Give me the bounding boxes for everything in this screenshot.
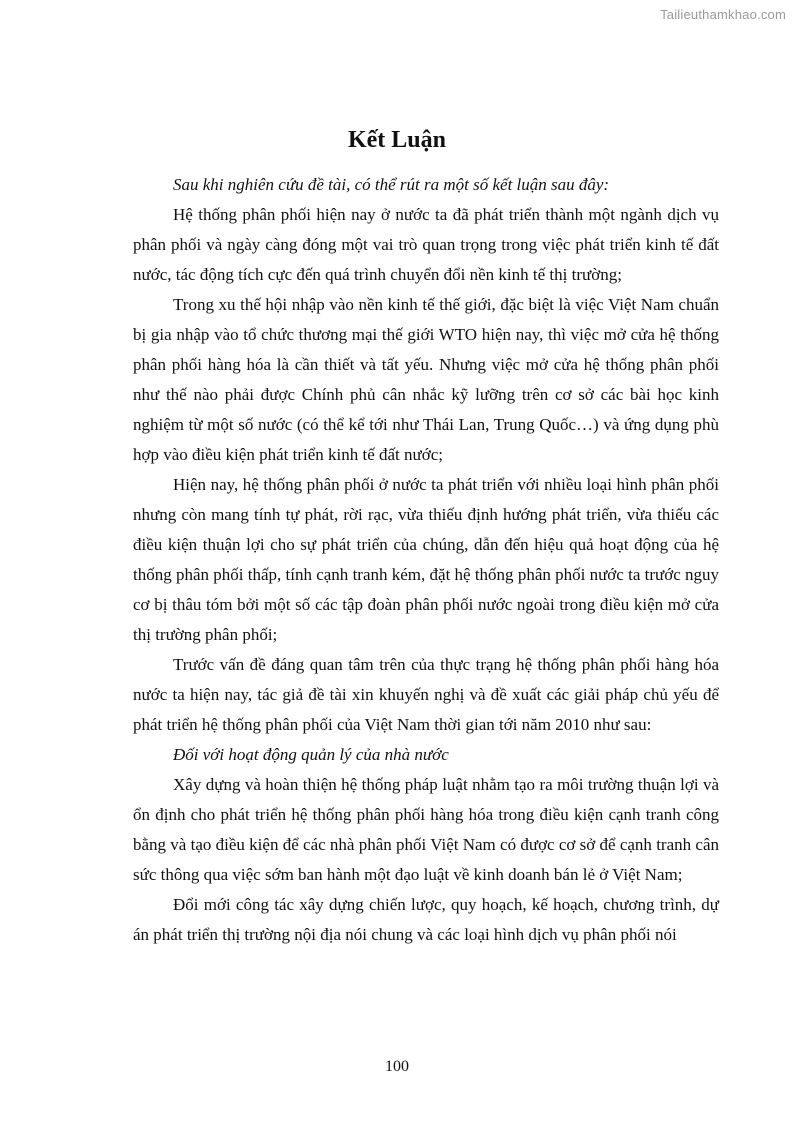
document-body [133, 170, 719, 950]
paragraph: Hệ thống phân phối hiện nay ở nước ta đã phát triển thành một ngành dịch vụ phân phối và ngày càng đóng một vai trò quan trọng trong việc phát triển kinh tế đất nước, tác động tích cực đến quá trình chuyển đổi nền kinh tế thị trường; [133, 205, 719, 284]
watermark: Tailieuthamkhao.com [660, 7, 786, 22]
paragraph: Trước vấn đề đáng quan tâm trên của thực trạng hệ thống phân phối hàng hóa nước ta hiện nay, tác giả đề tài xin khuyến nghị và đề xuất các giải pháp chủ yếu để phát triển hệ thống phân phối của Việt Nam thời gian tới năm 2010 như sau: [133, 655, 719, 734]
page-number: 100 [385, 1058, 409, 1075]
paragraph: Xây dựng và hoàn thiện hệ thống pháp luật nhằm tạo ra môi trường thuận lợi và ổn định cho phát triển hệ thống phân phối hàng hóa trong điều kiện cạnh tranh công bằng và tạo điều kiện để các nhà phân phối Việt Nam có được cơ sở để cạnh tranh cân sức thông qua việc sớm ban hành một đạo luật về kinh doanh bán lẻ ở Việt Nam; [133, 775, 719, 884]
section-heading: Đối với hoạt động quản lý của nhà nước [173, 745, 449, 764]
paragraph: Trong xu thế hội nhập vào nền kinh tế thế giới, đặc biệt là việc Việt Nam chuẩn bị gia nhập vào tổ chức thương mại thế giới WTO hiện nay, thì việc mở cửa hệ thống phân phối hàng hóa là cần thiết và tất yếu. Nhưng việc mở cửa hệ thống phân phối như thế nào phải được Chính phủ cân nhắc kỹ lưỡng trên cơ sở các bài học kinh nghiệm từ một số nước (có thể kể tới như Thái Lan, Trung Quốc…) và ứng dụng phù hợp vào điều kiện phát triển kinh tế đất nước; [133, 295, 719, 464]
paragraph: Hiện nay, hệ thống phân phối ở nước ta phát triển với nhiều loại hình phân phối nhưng còn mang tính tự phát, rời rạc, vừa thiếu định hướng phát triển, vừa thiếu các điều kiện thuận lợi cho sự phát triển của chúng, dẫn đến hiệu quả hoạt động của hệ thống phân phối thấp, tính cạnh tranh kém, đặt hệ thống phân phối nước ta trước nguy cơ bị thâu tóm bởi một số các tập đoàn phân phối nước ngoài trong điều kiện mở cửa thị trường phân phối; [133, 475, 719, 644]
paragraph: Đổi mới công tác xây dựng chiến lược, quy hoạch, kế hoạch, chương trình, dự án phát triển thị trường nội địa nói chung và các loại hình dịch vụ phân phối nói [133, 895, 719, 944]
paragraph-intro: Sau khi nghiên cứu đề tài, có thể rút ra một số kết luận sau đây: [173, 175, 610, 194]
page-title: Kết Luận [347, 127, 446, 153]
